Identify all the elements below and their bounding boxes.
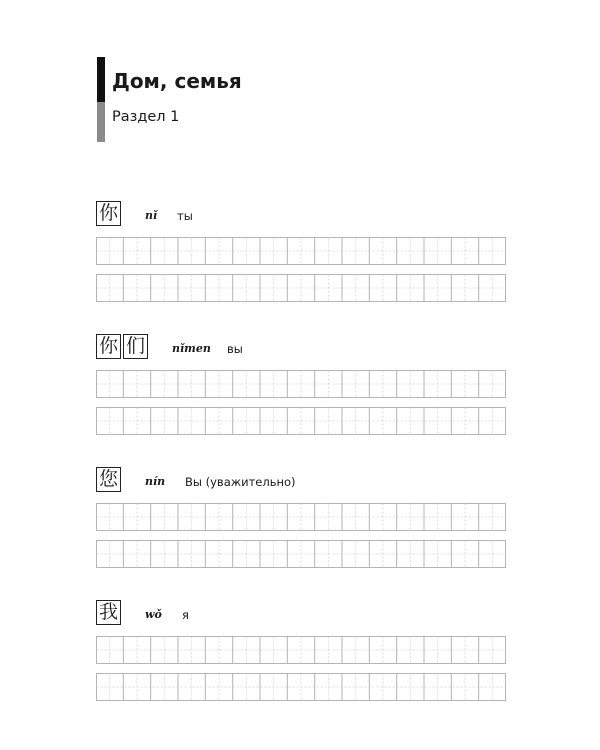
word-row [96, 600, 506, 627]
practice-grid[interactable] [96, 370, 506, 398]
hanzi-box: 你 [96, 201, 121, 226]
hanzi-box: 们 [123, 334, 148, 359]
vocab-entry [96, 467, 506, 494]
pinyin: nǐ [145, 209, 158, 222]
vocab-entry [96, 201, 506, 228]
word-row [96, 334, 506, 361]
hanzi-box: 我 [96, 600, 121, 625]
meaning: я [182, 608, 189, 622]
practice-grid[interactable] [96, 407, 506, 435]
section-subtitle: Раздел 1 [112, 109, 180, 125]
hanzi-box: 您 [96, 467, 121, 492]
meaning: ты [177, 209, 193, 223]
hanzi-box: 你 [96, 334, 121, 359]
word-row [96, 201, 506, 228]
practice-grid[interactable] [96, 636, 506, 664]
header-bar-gray [97, 102, 105, 142]
word-row [96, 467, 506, 494]
vocab-entry [96, 600, 506, 627]
pinyin: nǐmen [172, 342, 211, 355]
practice-grid[interactable] [96, 540, 506, 568]
practice-grid[interactable] [96, 673, 506, 701]
header-bar-black [97, 57, 105, 102]
meaning: Вы (уважительно) [185, 475, 296, 489]
practice-grid[interactable] [96, 503, 506, 531]
meaning: вы [227, 342, 243, 356]
page-title: Дом, семья [112, 69, 242, 93]
pinyin: nín [145, 475, 166, 488]
practice-grid[interactable] [96, 274, 506, 302]
vocab-entry [96, 334, 506, 361]
pinyin: wǒ [145, 608, 162, 621]
practice-grid[interactable] [96, 237, 506, 265]
